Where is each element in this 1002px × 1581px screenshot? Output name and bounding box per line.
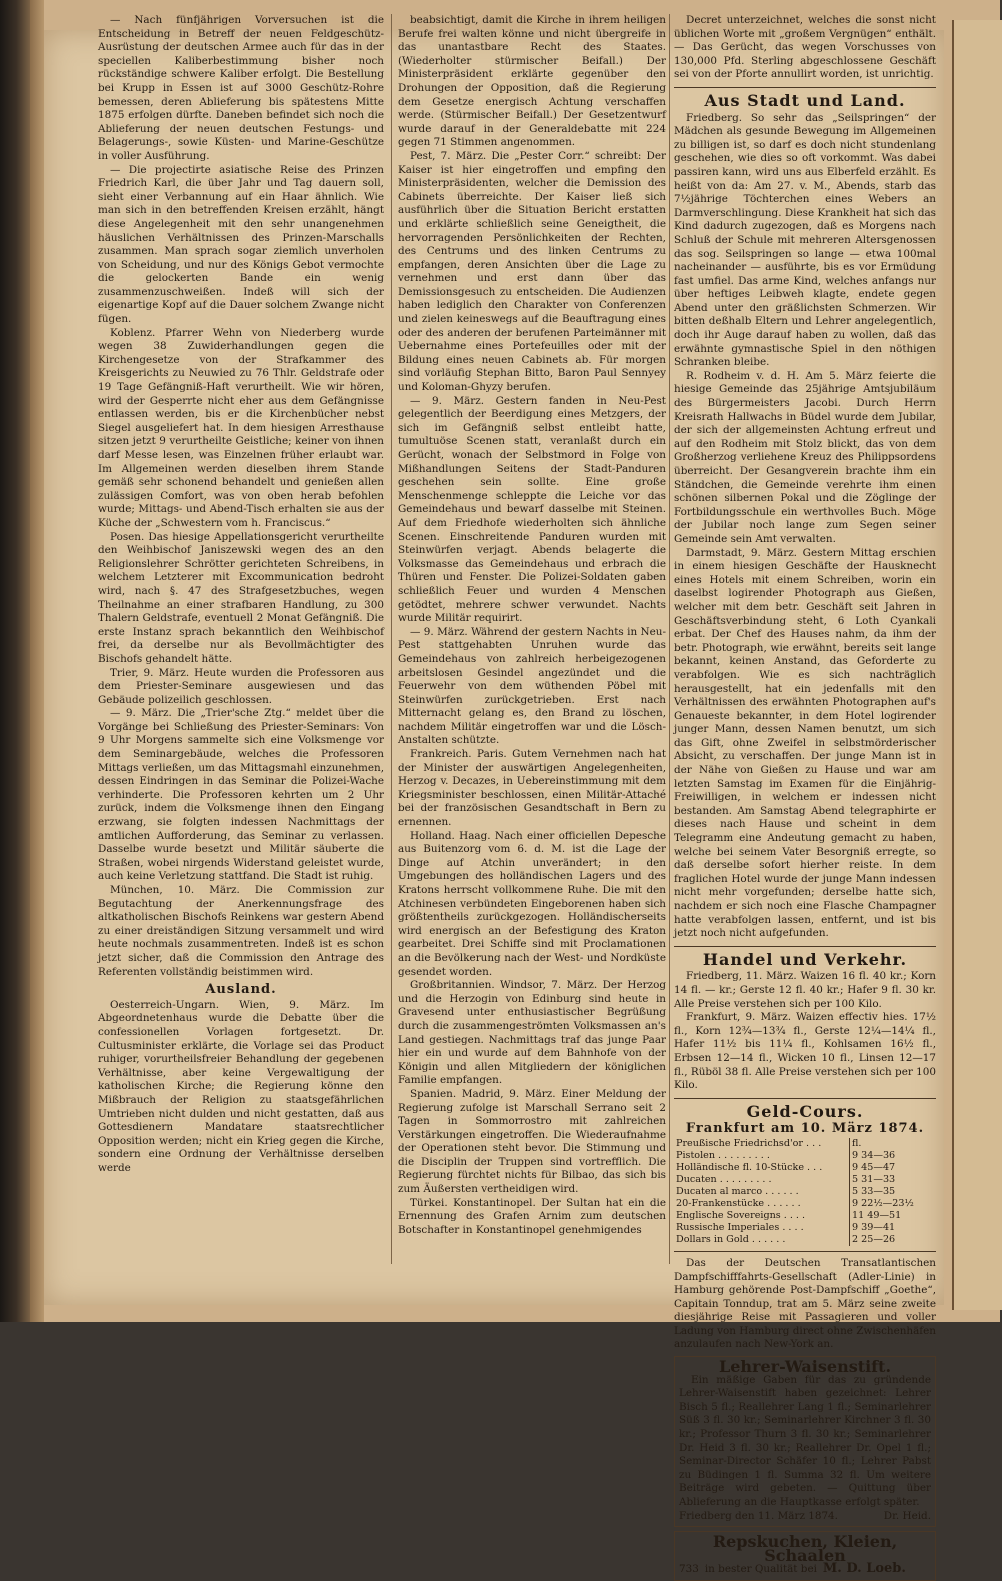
column-rule	[391, 14, 392, 1264]
article-paragraph: Friedberg, 11. März. Waizen 16 fl. 40 kr.; Korn 14 fl. — kr.; Gerste 12 fl. 40 kr.; Hafer 9 fl. 30 kr. Alle Preise verstehen sich per 100 Kilo.	[674, 970, 936, 1010]
currency-rate: fl.	[850, 1138, 937, 1150]
divider	[674, 946, 936, 947]
exchange-rate-table	[674, 1138, 936, 1246]
currency-rate: 11 49—51	[850, 1210, 937, 1222]
article-paragraph: Posen. Das hiesige Appellationsgericht verurtheilte den Weihbischof Janiszewski wegen des an den Religionslehrer Schrötter gerichteten Schreibens, in welchem Letzterer mit Excommunication bedroht wird, nach §. 47 des Strafgesetzbuches, wegen Theilnahme an einer strafbaren Handlung, zu 300 Thalern Geldstrafe, eventuell 2 Monat Gefängniß. Die erste Instanz sprach bekanntlich den Weihbischof frei, da derselbe nur als Bevollmächtigter des Bischofs gehandelt hätte.	[98, 530, 384, 665]
currency-name: Holländische fl. 10-Stücke . . .	[676, 1161, 823, 1173]
exchange-rate-row	[674, 1210, 936, 1222]
article-paragraph: Darmstadt, 9. März. Gestern Mittag erschien in einem hiesigen Geschäfte der Hausknecht eines Hotels mit einem Schreiben, worin ein daselbst logirender Photograph aus Gießen, welcher mit dem betr. Geschäft seit Jahren in Geschäftsverbindung steht, 6 Loth Cyankali erbat. Der Chef des Hauses nahm, da ihm der betr. Photograph, wie erwähnt, bereits seit lange bekannt, keinen Anstand, das Geforderte zu verabfolgen. Wie es sich nachträglich herausgestellt, hat ein jedenfalls mit den Verhältnissen des erwähnten Photographen auf's Genaueste bekannter, in dem Hotel logirender junger Mann, dessen Namen benutzt, um sich das Gift, ohne Zweifel in selbstmörderischer Absicht, zu verschaffen. Der junge Mann ist in der Nähe von Gießen zu Hause und war am letzten Samstag im Examen für die Einjährig-Freiwilligen, in welchem er indessen nicht bestanden. Am Samstag Abend telegraphirte er dieses nach Hause und scheint in dem Telegramm eine Andeutung gemacht zu haben, welche bei seinem Vater Besorgniß erregte, so daß derselbe sofort hierher reiste. In dem fraglichen Hotel wurde der junge Mann indessen nicht mehr vorgefunden; derselbe hatte sich, nachdem er sich noch eine Flasche Champagner hatte verabfolgen lassen, entfernt, und ist bis jetzt noch nicht aufgefunden.	[674, 546, 936, 940]
article-paragraph: — 9. März. Gestern fanden in Neu-Pest gelegentlich der Beerdigung eines Metzgers, der sich im Gefängniß selbst entleibt hatte, tumultuöse Scenen statt, veranlaßt durch ein Gerücht, wonach der Selbstmord in Folge von Mißhandlungen Seitens der Stadt-Panduren geschehen sein sollte. Eine große Menschenmenge schleppte die Leiche vor das Gemeindehaus und bewarf dasselbe mit Steinen. Auf dem Friedhofe wiederholten sich ähnliche Scenen. Einschreitende Panduren wurden mit Steinwürfen verjagt. Abends belagerte die Volksmasse das Gemeindehaus und erbrach die Thüren und Fenster. Die Polizei-Soldaten gaben schließlich Feuer und wurden 4 Menschen getödtet, mehrere schwer verwundet. Nachts wurde Militär requirirt.	[398, 394, 666, 625]
currency-rate: 5 33—35	[850, 1186, 937, 1198]
column-rule	[669, 14, 670, 1264]
currency-name: Dollars in Gold . . . . . .	[676, 1233, 786, 1245]
article-paragraph: Türkei. Konstantinopel. Der Sultan hat ein die Ernennung des Grafen Arnim zum deutschen Botschafter in Konstantinopel genehmigendes	[398, 1196, 666, 1236]
ad-merchant: M. D. Loeb.	[822, 1561, 906, 1577]
article-paragraph: Koblenz. Pfarrer Wehn von Niederberg wurde wegen 38 Zuwiderhandlungen gegen die Kirchengesetze von der Strafkammer des Kreisgerichts zu Neuwied zu 76 Thlr. Geldstrafe oder 19 Tage Gefängniß-Haft verurtheilt. Wie wir hören, wird der Gesperrte nicht eher aus dem Gefängnisse entlassen werden, bis er die Kirchenbücher nebst Siegel ausgeliefert hat. In dem hiesigen Arresthause sitzen jetzt 9 verurtheilte Geistliche; keiner von ihnen darf Messe lesen, was Einzelnen früher erlaubt war. Im Allgemeinen werden dieselben ihrem Stande gemäß sehr schonend behandelt und genießen allen zulässigen Comfort, was von oben herab befohlen wurde; Mittags- und Abend-Tisch erhalten sie aus der Küche der „Schwestern vom h. Franciscus.“	[98, 326, 384, 529]
exchange-rate-row	[674, 1234, 936, 1246]
section-heading: Geld-Cours.	[746, 1101, 864, 1121]
currency-name: Ducaten al marco . . . . . .	[676, 1185, 799, 1197]
article-paragraph: — Die projectirte asiatische Reise des Prinzen Friedrich Karl, die über Jahr und Tag dauern soll, sieht einer Verbannung auf ein Haar ähnlich. Wie man sich in den betreffenden Kreisen erzählt, hängt diese Angelegenheit mit den sehr unangenehmen häuslichen Verhältnissen des Prinzen-Marschalls zusammen. Man sprach sogar ziemlich unverholen von Scheidung, und nur des Königs Gebot vermochte die gelockerten Bande ein wenig zusammenzuschweißen. Indeß will sich der eigenartige Kopf auf die Dauer solchem Zwange nicht fügen.	[98, 163, 384, 326]
exchange-rate-row	[674, 1186, 936, 1198]
ad-footer	[679, 1510, 931, 1524]
article-paragraph: Großbritannien. Windsor, 7. März. Der Herzog und die Herzogin von Edinburg sind heute in Gravesend unter enthusiastischer Begrüßung durch die zusammengeströmten Volksmassen an's Land gestiegen. Nachmittags traf das junge Paar hier ein und wurde auf dem Bahnhofe von der Königin und allen Mitgliedern der königlichen Familie empfangen.	[398, 979, 666, 1087]
ad-date: Friedberg den 11. März 1874.	[679, 1509, 838, 1522]
advertisement	[674, 1356, 936, 1527]
currency-name: 20-Frankenstücke . . . . . .	[676, 1197, 801, 1209]
article-paragraph: Friedberg. So sehr das „Seilspringen“ der Mädchen als gesunde Bewegung im Allgemeinen zu billigen ist, so darf es doch nicht stundenlang geschehen, wie dies so oft vorkommt. Was dabei passiren kann, wird uns aus Elberfeld erzählt. Es heißt von da: Am 27. v. M., Abends, starb das 7½jährige Töchterchen eines Webers an Darmverschlingung. Diese Krankheit hat sich das Kind dadurch zugezogen, daß es Morgens nach Schluß der Schule mit mehreren Altersgenossen das sog. Seilspringen so lange — etwa 100mal nacheinander — ausführte, bis es vor Ermüdung fast umfiel. Das arme Kind, welches anfangs nur über heftiges Leibweh klagte, endete gegen Abend unter den gräßlichsten Schmerzen. Wir bitten deßhalb Eltern und Lehrer angelegentlich, doch ihr Auge darauf haben zu wollen, daß das erwähnte gymnastische Spiel in den nöthigen Schranken bleibe.	[674, 111, 936, 369]
article-paragraph: R. Rodheim v. d. H. Am 5. März feierte die hiesige Gemeinde das 25jährige Amtsjubiläum des Bürgermeisters Jacobi. Durch Herrn Kreisrath Hallwachs in Büdel wurde dem Jubilar, der sich der allgemeinsten Achtung erfreut und auf den Rodheim mit Stolz blickt, das von dem Großherzog verliehene Kreuz des Philippsordens überreicht. Der Gesangverein brachte ihm ein Ständchen, die Gemeinde verehrte ihm einen schönen silbernen Pokal und die Zöglinge der Fortbildungsschule ein werthvolles Buch. Möge der Jubilar noch lange zum Segen seiner Gemeinde sein Amt verwalten.	[674, 369, 936, 545]
section-heading: Handel und Verkehr.	[702, 949, 908, 969]
ad-text: in bester Qualität bei	[704, 1563, 817, 1576]
article-paragraph: — Nach fünfjährigen Vorversuchen ist die Entscheidung in Betreff der neuen Feldgeschütz-Ausrüstung der deutschen Armee auch für das in der speciellen Kaliberbestimmung bisher noch rückständige schwere Kaliber erfolgt. Die Bestellung bei Krupp in Essen ist auf 3000 Geschütz-Rohre bemessen, deren Ablieferung bis spätestens Mitte 1875 erfolgen dürfte. Daneben befindet sich noch die Ablieferung der neuen deutschen Festungs- und Belagerungs-, sowie Küsten- und Marine-Geschütze in voller Ausführung.	[98, 14, 384, 162]
ad-text: Ein mäßige Gaben für das zu gründende Lehrer-Waisenstift haben gezeichnet: Lehrer Bisch 5 fl.; Reallehrer Lang 1 fl.; Seminarlehrer Süß 3 fl. 30 kr.; Seminarlehrer Kirchner 3 fl. 30 kr.; Professor Thurn 3 fl. 30 kr.; Seminarlehrer Dr. Heid 3 fl. 30 kr.; Reallehrer Dr. Opel 1 fl.; Seminar-Director Schäfer 10 fl.; Lehrer Pabst zu Büdingen 1 fl. Summa 32 fl. Um weitere Beiträge wird gebeten. — Quittung über Ablieferung an die Hauptkasse erfolgt später.	[679, 1373, 931, 1508]
currency-rate: 9 34—36	[850, 1150, 937, 1162]
currency-name: Englische Sovereigns . . . .	[676, 1209, 806, 1221]
article-paragraph: Das der Deutschen Transatlantischen Dampfschifffahrts-Gesellschaft (Adler-Linie) in Hamburg gehörende Post-Dampfschiff „Goethe“, Capitain Tonndup, trat am 5. März seine zweite diesjährige Reise mit Passagieren und voller Ladung von Hamburg direct ohne Zwischenhäfen anzulaufen nach New-York an.	[674, 1256, 936, 1351]
currency-name: Ducaten . . . . . . . . .	[676, 1173, 772, 1185]
ad-title: Lehrer-Waisenstift.	[718, 1357, 892, 1377]
book-binding	[0, 0, 30, 1322]
article-paragraph: Decret unterzeichnet, welches die sonst nicht üblichen Worte mit „großem Vergnügen“ enthält. — Das Gerücht, das wegen Vorschusses von 130,000 Pfd. Sterling abgeschlossene Geschäft sei von der Pforte annullirt worden, ist unrichtig.	[674, 14, 936, 81]
page-edge	[30, 0, 44, 1322]
exchange-rate-row	[674, 1222, 936, 1234]
article-paragraph: Trier, 9. März. Heute wurden die Professoren aus dem Priester-Seminare ausgewiesen und das Gebäude polizeilich geschlossen.	[98, 666, 384, 706]
currency-name: Preußische Friedrichsd'or . . .	[676, 1137, 822, 1149]
ad-number: 733	[679, 1563, 699, 1576]
currency-rate: 9 39—41	[850, 1222, 937, 1234]
article-paragraph: Oesterreich-Ungarn. Wien, 9. März. Im Abgeordnetenhaus wurde die Debatte über die confessionellen Vorlagen fortgesetzt. Dr. Cultusminister erklärte, die Vorlage sei das Product ruhiger, vorurtheilsfreier Behandlung der gegebenen Verhältnisse, aber keine Vergewaltigung der katholischen Kirche; die Regierung könne den Mißbrauch der Religion zu staatsgefährlichen Umtrieben nicht dulden und nicht gestatten, daß aus Gottesdienern Mandatare staatsrechtlicher Opposition werden; nicht ein Krieg gegen die Kirche, sondern eine Ordnung der Verhältnisse derselben werde	[98, 998, 384, 1174]
adjacent-page-strip	[952, 20, 1002, 1310]
column-3	[674, 14, 936, 1577]
ad-line	[679, 1562, 931, 1577]
article-paragraph: Frankreich. Paris. Gutem Vernehmen nach hat der Minister der auswärtigen Angelegenheiten, Herzog v. Decazes, in Uebereinstimmung mit dem Kriegsminister beschlossen, einen Militär-Attaché bei der französischen Gesandtschaft in Bern zu ernennen.	[398, 748, 666, 829]
divider	[674, 1098, 936, 1099]
ad-title: Repskuchen, Kleien, Schaalen	[712, 1532, 898, 1565]
article-paragraph: Spanien. Madrid, 9. März. Einer Meldung der Regierung zufolge ist Marschall Serrano seit 2 Tagen in Sommorrostro mit zahlreichen Verstärkungen eingetroffen. Die Wiederaufnahme der Operationen steht bevor. Die Stimmung und die Disciplin der Truppen sind vortrefflich. Die Regierung fürchtet nichts für Bilbao, das sich bis zum Äußersten vertheidigen wird.	[398, 1087, 666, 1196]
divider	[674, 1251, 936, 1252]
currency-rate: 9 22½—23½	[850, 1198, 937, 1210]
article-paragraph: München, 10. März. Die Commission zur Begutachtung der Anerkennungsfrage des altkatholischen Bischofs Reinkens war gestern Abend zu einer dreiständigen Sitzung versammelt und wird heute nochmals zusammentreten. Indeß ist es schon jetzt sicher, daß die Commission den Antrage des Referenten vollständig beistimmen wird.	[98, 884, 384, 978]
exchange-rate-row	[674, 1198, 936, 1210]
currency-rate: 9 45—47	[850, 1162, 937, 1174]
divider	[674, 87, 936, 88]
exchange-rate-row	[674, 1174, 936, 1186]
section-heading: Ausland.	[205, 982, 277, 998]
column-2	[398, 14, 666, 1262]
article-paragraph: — 9. März. Die „Trier'sche Ztg.“ meldet über die Vorgänge bei Schließung des Priester-Seminars: Von 9 Uhr Morgens sammelte sich eine Volksmenge vor dem Seminargebäude, welches die Professoren Mittags verließen, um das Mittagsmahl einzunehmen, dessen Eindringen in das Seminar die Polizei-Wache verhinderte. Die Professoren kehrten um 2 Uhr zurück, indem die Volksmenge ihnen den Eingang erzwang, sie folgten indessen Nachmittags der amtlichen Aufforderung, das Seminar zu verlassen. Dasselbe wurde besetzt und Militär säuberte die Straßen, wobei nirgends Widerstand geleistet wurde, auch keine Verletzung stattfand. Die Stadt ist ruhig.	[98, 707, 384, 883]
column-1	[98, 14, 384, 1262]
article-paragraph: — 9. März. Während der gestern Nachts in Neu-Pest stattgehabten Unruhen wurde das Gemeindehaus von zahlreich herbeigezogenen arbeitslosen Gesindel angezündet und die Feuerwehr von dem wüthenden Pöbel mit Steinwürfen zurückgetrieben. Erst nach Mitternacht gelang es, den Brand zu löschen, nachdem Militär eingetroffen war und die Lösch-Anstalten schützte.	[398, 625, 666, 747]
article-paragraph: beabsichtigt, damit die Kirche in ihrem heiligen Berufe frei walten könne und nicht übergreife in das unantastbare Recht des Staates. (Wiederholter stürmischer Beifall.) Der Ministerpräsident erklärte gegenüber den Drohungen der Opposition, daß die Regierung dem Gesetze energisch Achtung verschaffen werde. (Stürmischer Beifall.) Der Gesetzentwurf wurde darauf in der Generaldebatte mit 224 gegen 71 Stimmen angenommen.	[398, 14, 666, 149]
article-paragraph: Pest, 7. März. Die „Pester Corr.“ schreibt: Der Kaiser ist hier eingetroffen und empfing den Ministerpräsidenten, welcher die Demission des Cabinets überreichte. Der Kaiser ließ sich ausführlich über die Situation Bericht erstatten und erklärte schließlich seine Geneigtheit, die hervorragenden Persönlichkeiten der Rechten, des Centrums und des linken Centrums zu empfangen, deren Ansichten über die Lage zu vernehmen und erst dann über das Demissionsgesuch zu entscheiden. Die Audienzen haben lediglich den Charakter von Conferenzen und zielen keineswegs auf die Beauftragung eines oder des anderen der berufenen Parteimänner mit Uebernahme eines Portefeuilles oder mit der Bildung eines neuen Cabinets ab. Für morgen sind vorläufig Stephan Bitto, Baron Paul Sennyey und Koloman-Ghyzy berufen.	[398, 149, 666, 394]
advertisement	[674, 1531, 936, 1581]
exchange-rate-row	[674, 1162, 936, 1174]
exchange-rate-row	[674, 1150, 936, 1162]
currency-rate: 2 25—26	[850, 1234, 937, 1246]
currency-name: Pistolen . . . . . . . . .	[676, 1149, 770, 1161]
exchange-rate-row	[674, 1138, 936, 1150]
article-paragraph: Frankfurt, 9. März. Waizen effectiv hies. 17½ fl., Korn 12¾—13¾ fl., Gerste 12¼—14¼ fl., Hafer 11½ bis 11¼ fl., Kohlsamen 16½ fl., Erbsen 12—14 fl., Wicken 10 fl., Linsen 12—17 fl., Rüböl 38 fl. Alle Preise verstehen sich per 100 Kilo.	[674, 1011, 936, 1092]
article-paragraph: Holland. Haag. Nach einer officiellen Depesche aus Buitenzorg vom 6. d. M. ist die Lage der Dinge auf Atchin unverändert; in den Umgebungen des holländischen Lagers und des Kratons herrscht vollkommene Ruhe. Die mit den Atchinesen verbündeten Eingeborenen haben sich größtentheils zurückgezogen. Holländischerseits wird energisch an der Befestigung des Kraton gearbeitet. Drei Schiffe sind mit Proclamationen an die Bevölkerung nach der West- und Nordküste gesendet worden.	[398, 829, 666, 978]
ad-signature: Dr. Heid.	[883, 1509, 931, 1522]
currency-rate: 5 31—33	[850, 1174, 937, 1186]
section-heading: Aus Stadt und Land.	[704, 90, 906, 110]
exchange-date: Frankfurt am 10. März 1874.	[685, 1121, 925, 1137]
currency-name: Russische Imperiales . . . .	[676, 1221, 804, 1233]
